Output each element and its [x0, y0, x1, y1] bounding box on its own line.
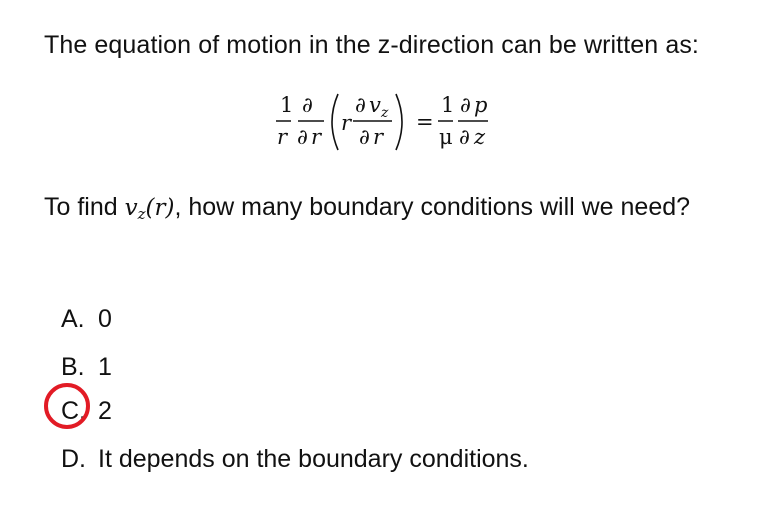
choice-text: It depends on the boundary conditions.	[98, 445, 529, 473]
eq-lhs-den-partial: ∂	[297, 125, 308, 149]
eq-inner-num-sub: z	[381, 105, 389, 121]
choice-letter: D.	[61, 445, 86, 473]
choice-b[interactable]	[61, 353, 112, 382]
eq-right-paren	[396, 94, 402, 150]
intro-text: The equation of motion in the z-direction can be written as:	[44, 31, 699, 59]
question-before: To find	[44, 193, 125, 221]
eq-inner-den-r: r	[373, 125, 384, 149]
choice-c[interactable]	[61, 397, 112, 426]
choice-letter: A.	[61, 305, 85, 333]
eq-inner-num-v: v	[369, 93, 381, 117]
eq-lhs-num-partial: ∂	[302, 93, 313, 117]
question-arg: (r)	[145, 195, 175, 221]
choice-d[interactable]	[61, 445, 529, 474]
question-var-sub: z	[137, 205, 146, 223]
eq-rhs-den-z: z	[474, 125, 486, 149]
equation-svg	[258, 88, 518, 166]
eq-lhs-den-r: r	[277, 125, 288, 149]
question-text	[44, 193, 690, 223]
choice-text: 1	[98, 353, 112, 381]
choice-letter: B.	[61, 353, 85, 381]
eq-lhs-den-r2: r	[311, 125, 322, 149]
question-variable	[125, 195, 175, 221]
eq-inner-num-partial: ∂	[355, 93, 366, 117]
eq-rhs-num-1: 1	[441, 93, 455, 117]
eq-rhs-den-mu: μ	[439, 125, 453, 149]
eq-rhs-num-p: p	[474, 93, 488, 117]
eq-left-paren	[332, 94, 338, 150]
eq-rhs-den-partial: ∂	[459, 125, 470, 149]
eq-lhs-num-1: 1	[280, 93, 294, 117]
eq-inner-den-partial: ∂	[359, 125, 370, 149]
choice-text: 0	[98, 305, 112, 333]
eq-inner-r: r	[341, 111, 352, 135]
question-after: , how many boundary conditions will we need?	[174, 193, 691, 221]
question-arg-wrap	[146, 195, 175, 221]
choice-letter: C.	[61, 397, 86, 425]
question-var: v	[124, 195, 138, 221]
eq-rhs-num-partial: ∂	[460, 93, 471, 117]
choice-a[interactable]	[61, 305, 112, 334]
equation	[258, 88, 518, 166]
eq-equals: =	[416, 110, 434, 134]
choice-text: 2	[98, 397, 112, 425]
